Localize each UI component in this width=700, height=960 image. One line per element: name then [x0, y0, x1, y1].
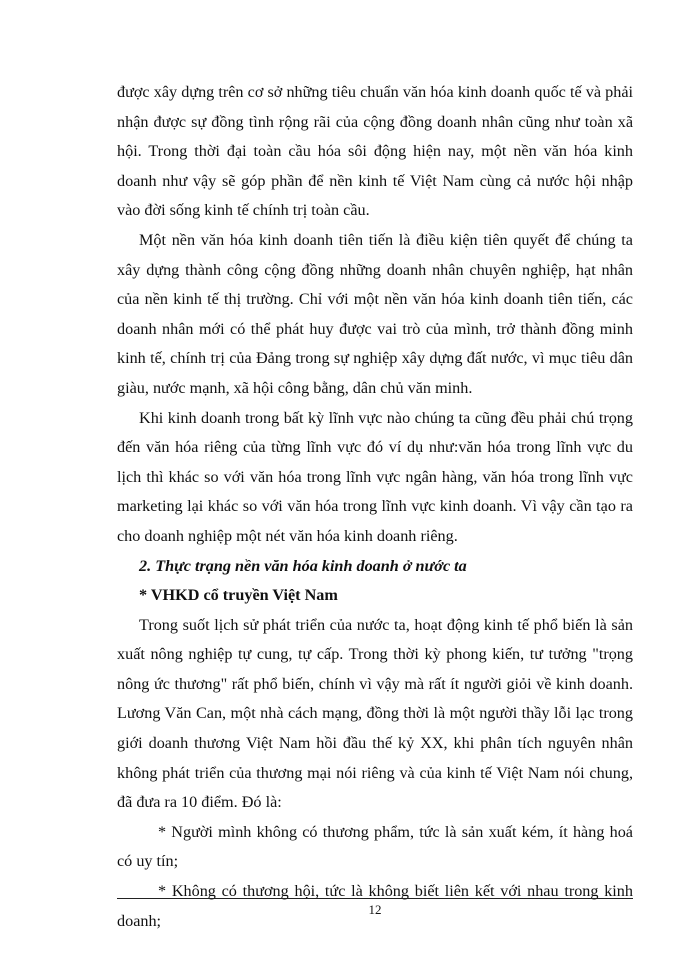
bullet-item: * Không có thương hội, tức là không biết liên kết với nhau trong kinh doanh;	[117, 882, 633, 930]
paragraph-history: Trong suốt lịch sử phát triển của nước ta, hoạt động kinh tế phổ biến là sản xuất nông nghiệp tự cung, tự cấp. Trong thời kỳ phong kiến, tư tưởng "trọng nông ức thương" rất phổ biến, chính vì vậy mà rất ít người giỏi về kinh doanh. Lương Văn Can, một nhà cách mạng, đồng thời là một người thầy lỗi lạc trong giới doanh thương Việt Nam hồi đầu thế kỷ XX, khi phân tích nguyên nhân không phát triển của thương mại nói riêng và của kinh tế Việt Nam nói chung, đã đưa ra 10 điểm. Đó là:	[117, 615, 633, 812]
paragraph-advanced-culture: Một nền văn hóa kinh doanh tiên tiến là điều kiện tiên quyết để chúng ta xây dựng thành công cộng đồng những doanh nhân chuyên nghiệp, hạt nhân của nền kinh tế thị trường. Chỉ với một nền văn hóa kinh doanh tiên tiến, các doanh nhân mới có thể phát huy được vai trò của mình, trở thành đồng minh kinh tế, chính trị của Đảng trong sự nghiệp xây dựng đất nước, vì mục tiêu dân giàu, nước mạnh, xã hội công bằng, dân chủ văn minh.	[117, 230, 633, 397]
footer-divider	[117, 898, 633, 899]
sub-heading: * VHKD cổ truyền Việt Nam	[139, 586, 338, 605]
paragraph-continuation: được xây dựng trên cơ sở những tiêu chuẩn văn hóa kinh doanh quốc tế và phải nhận được sự đồng tình rộng rãi của cộng đồng doanh nhân cũng như toàn xã hội. Trong thời đại toàn cầu hóa sôi động hiện nay, một nền văn hóa kinh doanh như vậy sẽ góp phần để nền kinh tế Việt Nam cùng cả nước hội nhập vào đời sống kinh tế chính trị toàn cầu.	[117, 83, 633, 220]
bullet-item: * Người mình không có thương phẩm, tức là sản xuất kém, ít hàng hoá có uy tín;	[117, 822, 633, 871]
paragraph-sector-culture: Khi kinh doanh trong bất kỳ lĩnh vực nào chúng ta cũng đều phải chú trọng đến văn hóa riêng của từng lĩnh vực đó ví dụ như:văn hóa trong lĩnh vực du lịch thì khác so với văn hóa trong lĩnh vực ngân hàng, văn hóa trong lĩnh vực marketing lại khác so với văn hóa trong lĩnh vực kinh doanh. Vì vậy cần tạo ra cho doanh nghiệp một nét văn hóa kinh doanh riêng.	[117, 408, 633, 545]
document-body	[117, 78, 633, 936]
page-number: 12	[368, 902, 382, 917]
section-heading: 2. Thực trạng nền văn hóa kinh doanh ở nước ta	[139, 556, 467, 575]
